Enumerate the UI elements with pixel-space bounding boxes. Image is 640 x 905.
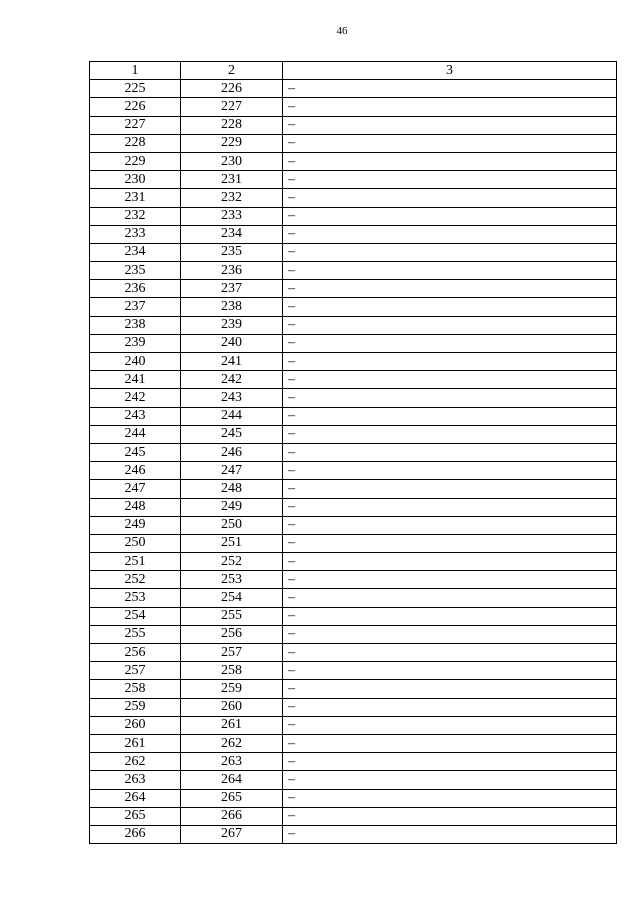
cell-col-1: 246	[90, 462, 181, 480]
cell-col-3: –	[283, 189, 617, 207]
cell-col-1: 226	[90, 98, 181, 116]
table-row	[90, 134, 617, 152]
cell-col-1: 240	[90, 353, 181, 371]
cell-col-2: 267	[181, 825, 283, 843]
table-row	[90, 407, 617, 425]
cell-col-1: 264	[90, 789, 181, 807]
table-row	[90, 353, 617, 371]
cell-col-3: –	[283, 680, 617, 698]
cell-col-1: 241	[90, 371, 181, 389]
cell-col-1: 225	[90, 80, 181, 98]
cell-col-1: 257	[90, 662, 181, 680]
cell-col-3: –	[283, 280, 617, 298]
cell-col-1: 235	[90, 262, 181, 280]
cell-col-2: 233	[181, 207, 283, 225]
cell-col-1: 236	[90, 280, 181, 298]
table-row	[90, 753, 617, 771]
cell-col-2: 228	[181, 116, 283, 134]
cell-col-2: 227	[181, 98, 283, 116]
table-row	[90, 625, 617, 643]
table-row	[90, 280, 617, 298]
column-header-2: 2	[181, 62, 283, 80]
table-row	[90, 716, 617, 734]
cell-col-1: 260	[90, 716, 181, 734]
cell-col-3: –	[283, 589, 617, 607]
cell-col-3: –	[283, 807, 617, 825]
cell-col-2: 261	[181, 716, 283, 734]
cell-col-3: –	[283, 716, 617, 734]
cell-col-1: 227	[90, 116, 181, 134]
cell-col-2: 244	[181, 407, 283, 425]
table-row	[90, 189, 617, 207]
cell-col-2: 247	[181, 462, 283, 480]
cell-col-3: –	[283, 480, 617, 498]
cell-col-2: 254	[181, 589, 283, 607]
cell-col-3: –	[283, 753, 617, 771]
cell-col-2: 252	[181, 553, 283, 571]
table-row	[90, 425, 617, 443]
cell-col-1: 258	[90, 680, 181, 698]
cell-col-1: 254	[90, 607, 181, 625]
cell-col-1: 245	[90, 443, 181, 461]
cell-col-3: –	[283, 534, 617, 552]
cell-col-1: 229	[90, 152, 181, 170]
cell-col-3: –	[283, 407, 617, 425]
cell-col-1: 247	[90, 480, 181, 498]
cell-col-2: 245	[181, 425, 283, 443]
table-row	[90, 443, 617, 461]
cell-col-1: 242	[90, 389, 181, 407]
cell-col-2: 256	[181, 625, 283, 643]
table-row	[90, 644, 617, 662]
table-row	[90, 462, 617, 480]
cell-col-2: 258	[181, 662, 283, 680]
cell-col-1: 231	[90, 189, 181, 207]
table-row	[90, 662, 617, 680]
cell-col-1: 239	[90, 334, 181, 352]
cell-col-3: –	[283, 662, 617, 680]
cell-col-1: 252	[90, 571, 181, 589]
cell-col-2: 239	[181, 316, 283, 334]
cell-col-3: –	[283, 771, 617, 789]
cell-col-3: –	[283, 80, 617, 98]
cell-col-2: 230	[181, 152, 283, 170]
table-row	[90, 553, 617, 571]
cell-col-2: 260	[181, 698, 283, 716]
cell-col-1: 249	[90, 516, 181, 534]
table-header-row	[90, 62, 617, 80]
cell-col-1: 251	[90, 553, 181, 571]
table-row	[90, 371, 617, 389]
cell-col-2: 242	[181, 371, 283, 389]
cell-col-3: –	[283, 225, 617, 243]
cell-col-2: 226	[181, 80, 283, 98]
cell-col-2: 235	[181, 243, 283, 261]
cell-col-1: 263	[90, 771, 181, 789]
table-row	[90, 116, 617, 134]
table-row	[90, 516, 617, 534]
cell-col-3: –	[283, 298, 617, 316]
table-row	[90, 807, 617, 825]
cell-col-1: 266	[90, 825, 181, 843]
cell-col-2: 249	[181, 498, 283, 516]
cell-col-2: 232	[181, 189, 283, 207]
cell-col-2: 238	[181, 298, 283, 316]
table-row	[90, 498, 617, 516]
cell-col-1: 250	[90, 534, 181, 552]
cell-col-3: –	[283, 243, 617, 261]
table-row	[90, 734, 617, 752]
cell-col-1: 248	[90, 498, 181, 516]
table-row	[90, 789, 617, 807]
cell-col-3: –	[283, 825, 617, 843]
cell-col-2: 259	[181, 680, 283, 698]
cell-col-2: 263	[181, 753, 283, 771]
cell-col-1: 259	[90, 698, 181, 716]
cell-col-3: –	[283, 571, 617, 589]
cell-col-2: 264	[181, 771, 283, 789]
cell-col-2: 246	[181, 443, 283, 461]
cell-col-2: 262	[181, 734, 283, 752]
column-header-3: 3	[283, 62, 617, 80]
table-row	[90, 771, 617, 789]
cell-col-1: 243	[90, 407, 181, 425]
cell-col-2: 266	[181, 807, 283, 825]
cell-col-3: –	[283, 353, 617, 371]
cell-col-3: –	[283, 389, 617, 407]
table-row	[90, 480, 617, 498]
cell-col-3: –	[283, 134, 617, 152]
cell-col-3: –	[283, 98, 617, 116]
cell-col-3: –	[283, 425, 617, 443]
table-row	[90, 334, 617, 352]
cell-col-2: 229	[181, 134, 283, 152]
cell-col-1: 265	[90, 807, 181, 825]
cell-col-2: 251	[181, 534, 283, 552]
cell-col-3: –	[283, 207, 617, 225]
cell-col-1: 262	[90, 753, 181, 771]
cell-col-3: –	[283, 371, 617, 389]
cell-col-3: –	[283, 152, 617, 170]
cell-col-3: –	[283, 789, 617, 807]
cell-col-2: 255	[181, 607, 283, 625]
table-row	[90, 262, 617, 280]
cell-col-3: –	[283, 625, 617, 643]
column-header-1: 1	[90, 62, 181, 80]
page-number: 46	[336, 25, 348, 37]
table-row	[90, 389, 617, 407]
cell-col-2: 243	[181, 389, 283, 407]
table-row	[90, 207, 617, 225]
cell-col-3: –	[283, 498, 617, 516]
table-row	[90, 225, 617, 243]
cell-col-3: –	[283, 262, 617, 280]
table-row	[90, 698, 617, 716]
cell-col-2: 240	[181, 334, 283, 352]
table-row	[90, 243, 617, 261]
cell-col-1: 230	[90, 171, 181, 189]
cell-col-3: –	[283, 607, 617, 625]
table-row	[90, 680, 617, 698]
cell-col-2: 234	[181, 225, 283, 243]
cell-col-3: –	[283, 734, 617, 752]
cell-col-3: –	[283, 553, 617, 571]
cell-col-3: –	[283, 644, 617, 662]
table-row	[90, 152, 617, 170]
cell-col-3: –	[283, 316, 617, 334]
cell-col-2: 237	[181, 280, 283, 298]
cell-col-1: 261	[90, 734, 181, 752]
table-row	[90, 589, 617, 607]
cell-col-1: 233	[90, 225, 181, 243]
cell-col-1: 234	[90, 243, 181, 261]
data-table-container	[89, 61, 617, 844]
table-body	[90, 80, 617, 844]
table-row	[90, 825, 617, 843]
cell-col-2: 253	[181, 571, 283, 589]
table-row	[90, 607, 617, 625]
table-row	[90, 80, 617, 98]
table-row	[90, 171, 617, 189]
cell-col-3: –	[283, 516, 617, 534]
data-table	[89, 61, 617, 844]
cell-col-1: 238	[90, 316, 181, 334]
cell-col-1: 237	[90, 298, 181, 316]
cell-col-3: –	[283, 443, 617, 461]
cell-col-1: 228	[90, 134, 181, 152]
cell-col-3: –	[283, 698, 617, 716]
cell-col-2: 231	[181, 171, 283, 189]
cell-col-2: 250	[181, 516, 283, 534]
cell-col-3: –	[283, 116, 617, 134]
cell-col-3: –	[283, 171, 617, 189]
cell-col-2: 241	[181, 353, 283, 371]
cell-col-1: 255	[90, 625, 181, 643]
cell-col-2: 265	[181, 789, 283, 807]
table-row	[90, 298, 617, 316]
table-row	[90, 534, 617, 552]
cell-col-2: 248	[181, 480, 283, 498]
cell-col-3: –	[283, 334, 617, 352]
cell-col-2: 236	[181, 262, 283, 280]
cell-col-1: 232	[90, 207, 181, 225]
cell-col-1: 253	[90, 589, 181, 607]
table-row	[90, 571, 617, 589]
cell-col-3: –	[283, 462, 617, 480]
cell-col-1: 244	[90, 425, 181, 443]
cell-col-2: 257	[181, 644, 283, 662]
table-row	[90, 98, 617, 116]
table-row	[90, 316, 617, 334]
cell-col-1: 256	[90, 644, 181, 662]
